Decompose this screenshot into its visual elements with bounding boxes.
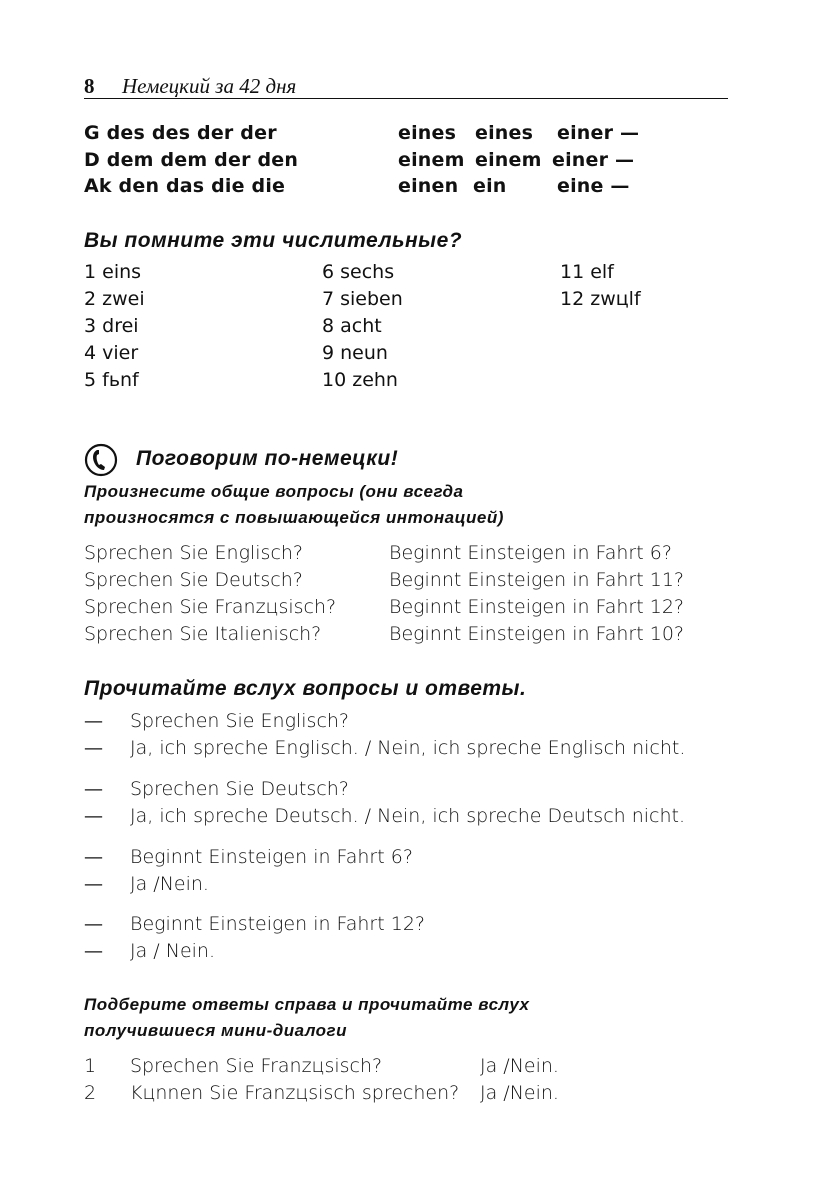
declension-indef-d-masc: einem xyxy=(398,149,465,171)
numeral-item: 12 zwцlf xyxy=(560,288,641,310)
talk-heading: Поговорим по-немецки! xyxy=(136,447,399,470)
dialogue-line: Ja /Nein. xyxy=(130,873,209,895)
numeral-item: 1 eins xyxy=(84,261,142,283)
numeral-item: 9 neun xyxy=(322,342,388,364)
question-right: Beginnt Einsteigen in Fahrt 6? xyxy=(389,542,672,564)
match-answer: Ja /Nein. xyxy=(480,1055,559,1077)
dash-mark: — xyxy=(84,913,103,935)
running-header xyxy=(84,72,728,99)
book-title: Немецкий за 42 дня xyxy=(122,74,297,98)
dash-mark: — xyxy=(84,873,103,895)
numeral-item: 3 drei xyxy=(84,315,139,337)
match-heading-line2: получившиеся мини-диалоги xyxy=(84,1021,348,1040)
dash-mark: — xyxy=(84,940,103,962)
declension-definite-d: D dem dem der den xyxy=(84,149,299,171)
question-left: Sprechen Sie Italienisch? xyxy=(84,623,322,645)
numeral-item: 10 zehn xyxy=(322,369,398,391)
declension-indef-ak-masc: einen xyxy=(398,175,459,197)
declension-indef-ak-neut: ein xyxy=(473,175,507,197)
dialogue-line: Sprechen Sie Deutsch? xyxy=(130,778,349,800)
declension-definite-ak: Ak den das die die xyxy=(84,175,286,197)
dash-mark: — xyxy=(84,805,103,827)
dialogue-line: Ja / Nein. xyxy=(130,940,215,962)
numeral-item: 8 acht xyxy=(322,315,382,337)
question-left: Sprechen Sie Franzцsisch? xyxy=(84,596,337,618)
match-heading-line1: Подберите ответы справа и прочитайте вслух xyxy=(84,995,530,1014)
page-number: 8 xyxy=(84,74,95,98)
question-right: Beginnt Einsteigen in Fahrt 10? xyxy=(389,623,684,645)
dialogue-line: Beginnt Einsteigen in Fahrt 6? xyxy=(130,846,413,868)
declension-indef-g-neut: eines xyxy=(475,122,534,144)
numeral-item: 11 elf xyxy=(560,261,614,283)
dialogue-line: Ja, ich spreche Englisch. / Nein, ich spreche Englisch nicht. xyxy=(130,737,686,759)
declension-indef-d-fem: einer — xyxy=(552,149,635,171)
declension-indef-d-neut: einem xyxy=(475,149,542,171)
talk-subheading-line2: произносятся с повышающейся интонацией) xyxy=(84,508,504,527)
question-left: Sprechen Sie Englisch? xyxy=(84,542,304,564)
question-left: Sprechen Sie Deutsch? xyxy=(84,569,303,591)
match-question: Sprechen Sie Franzцsisch? xyxy=(130,1055,383,1077)
dialogue-line: Sprechen Sie Englisch? xyxy=(130,710,350,732)
dash-mark: — xyxy=(84,737,103,759)
declension-indef-ak-fem: eine — xyxy=(557,175,630,197)
numerals-heading: Вы помните эти числительные? xyxy=(84,229,463,252)
question-right: Beginnt Einsteigen in Fahrt 11? xyxy=(389,569,684,591)
dialogue-line: Beginnt Einsteigen in Fahrt 12? xyxy=(130,913,425,935)
numeral-item: 5 fьnf xyxy=(84,369,139,391)
dash-mark: — xyxy=(84,710,103,732)
declension-indef-g-masc: eines xyxy=(398,122,457,144)
match-answer: Ja /Nein. xyxy=(480,1082,559,1104)
dash-mark: — xyxy=(84,846,103,868)
dialogue-line: Ja, ich spreche Deutsch. / Nein, ich spreche Deutsch nicht. xyxy=(130,805,686,827)
talk-subheading-line1: Произнесите общие вопросы (они всегда xyxy=(84,482,464,501)
declension-definite-g: G des des der der xyxy=(84,122,277,144)
numeral-item: 6 sechs xyxy=(322,261,395,283)
match-number: 1 xyxy=(84,1055,97,1077)
numeral-item: 7 sieben xyxy=(322,288,403,310)
declension-indef-g-fem: einer — xyxy=(557,122,640,144)
numeral-item: 2 zwei xyxy=(84,288,145,310)
match-question: Kцnnen Sie Franzцsisch sprechen? xyxy=(130,1082,460,1104)
dash-mark: — xyxy=(84,778,103,800)
read-aloud-heading: Прочитайте вслух вопросы и ответы. xyxy=(84,677,527,700)
match-number: 2 xyxy=(84,1082,97,1104)
numeral-item: 4 vier xyxy=(84,342,139,364)
question-right: Beginnt Einsteigen in Fahrt 12? xyxy=(389,596,684,618)
phone-icon xyxy=(84,443,118,477)
